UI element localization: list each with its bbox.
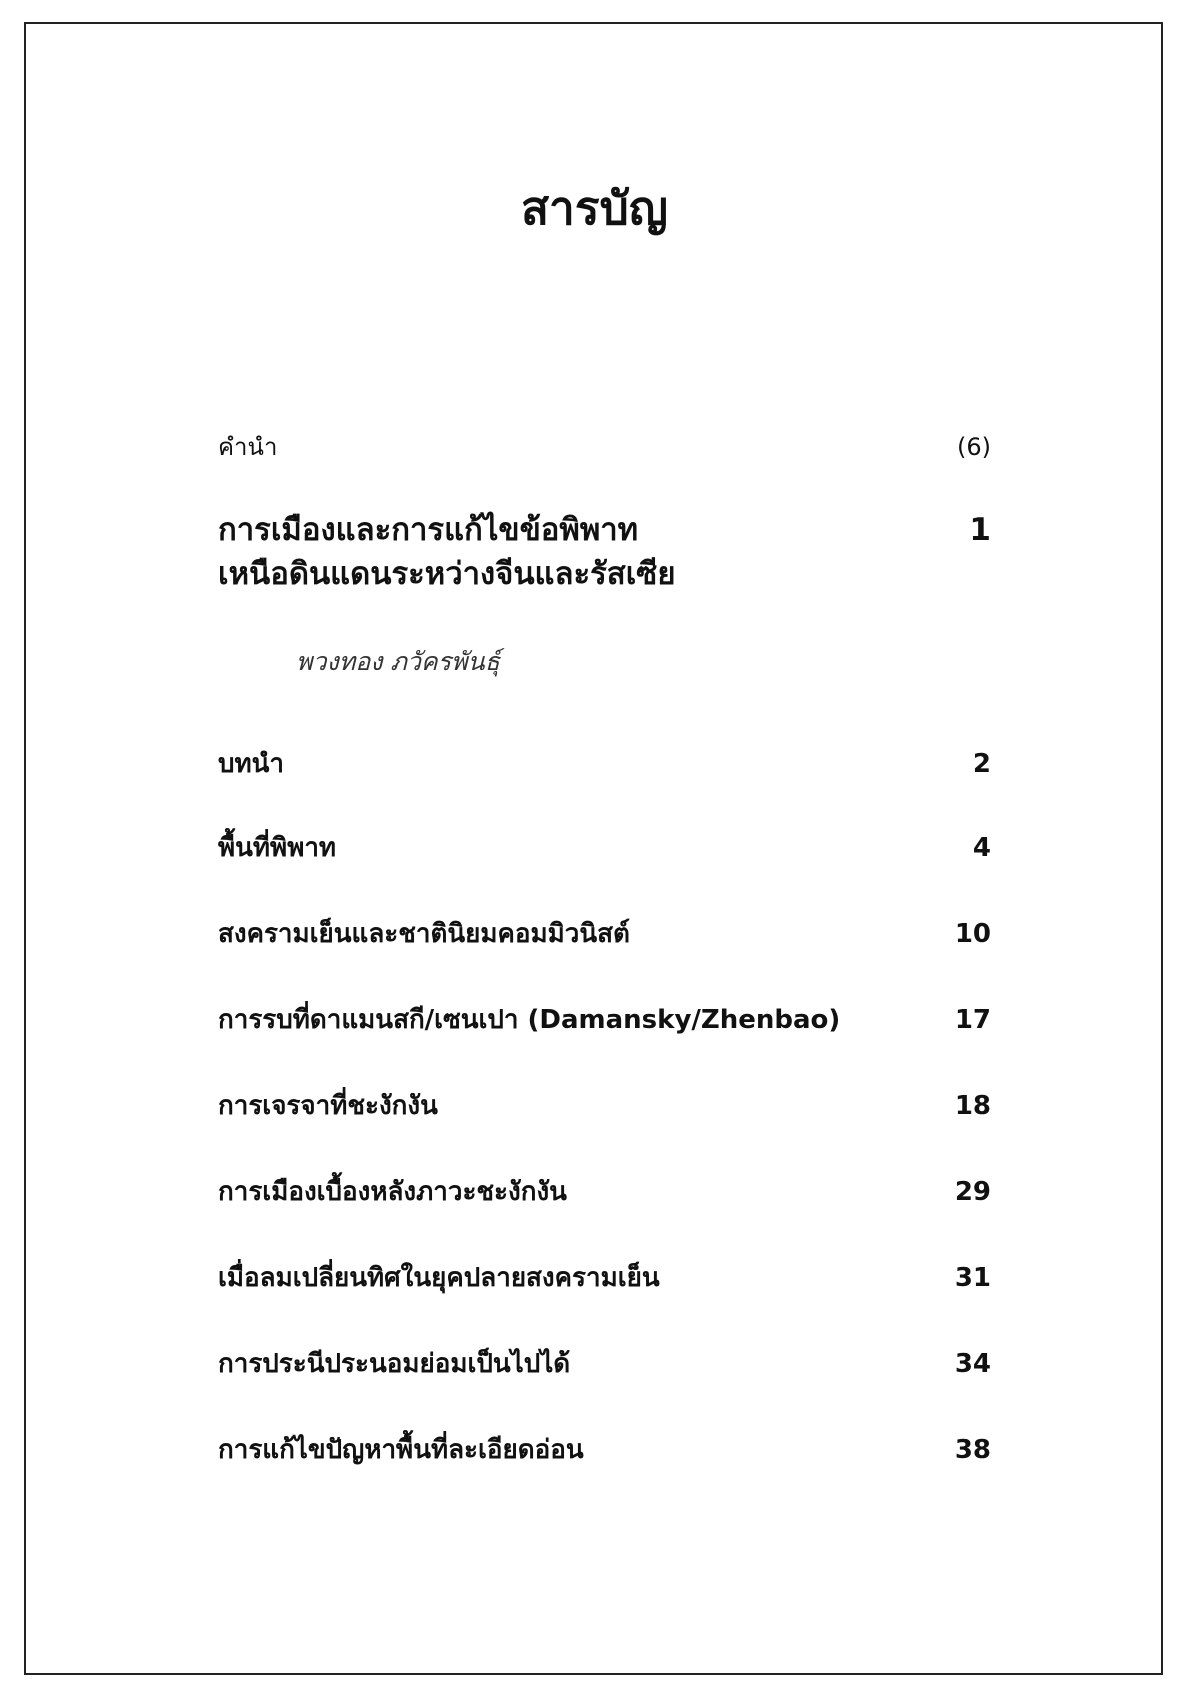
toc-entry[interactable] [218, 742, 991, 786]
main-article-title-line1: การเมืองและการแก้ไขข้อพิพาท [218, 512, 639, 548]
toc-entry-page: 1 [969, 512, 991, 548]
toc-entry-label: การแก้ไขปัญหาพื้นที่ละเอียดอ่อน [218, 1435, 584, 1465]
toc-entry-page: 31 [954, 1263, 991, 1293]
toc-entry[interactable] [218, 1084, 991, 1128]
toc-entry-label: การรบที่ดาแมนสกี/เซนเปา (Damansky/Zhenbao) [218, 1005, 841, 1035]
toc-entry-label: คำนำ [218, 433, 278, 461]
toc-entry-main-article[interactable] [218, 508, 991, 596]
toc-entry[interactable] [218, 1428, 991, 1472]
toc-entry-page: 2 [972, 749, 991, 779]
toc-entry-label: การเจรจาที่ชะงักงัน [218, 1091, 438, 1121]
toc-entry-label: พื้นที่พิพาท [218, 833, 337, 863]
toc-entry-page: 38 [954, 1435, 991, 1465]
main-article-title [218, 508, 778, 596]
toc-entry-page: 34 [954, 1349, 991, 1379]
toc-entry-page: 10 [954, 919, 991, 949]
toc-entry[interactable] [218, 998, 991, 1042]
toc-entry[interactable] [218, 1342, 991, 1386]
main-article-title-line2: เหนือดินแดนระหว่างจีนและรัสเซีย [218, 556, 676, 592]
toc-entry[interactable] [218, 912, 991, 956]
toc-entry-preface[interactable] [218, 430, 991, 464]
toc-entry-page: 29 [954, 1177, 991, 1207]
toc-entry-label: การเมืองเบื้องหลังภาวะชะงักงัน [218, 1177, 567, 1207]
toc-entry[interactable] [218, 826, 991, 870]
toc-entry-label: บทนำ [218, 749, 285, 779]
toc-entry-page: (6) [957, 433, 991, 461]
toc-entry[interactable] [218, 1170, 991, 1214]
toc-entry[interactable] [218, 1256, 991, 1300]
toc-entry-page: 17 [954, 1005, 991, 1035]
toc-entry-page: 18 [954, 1091, 991, 1121]
toc-entry-label: สงครามเย็นและชาตินิยมคอมมิวนิสต์ [218, 919, 630, 949]
author-name: พวงทอง ภวัครพันธุ์ [296, 647, 500, 676]
page-title: สารบัญ [520, 181, 668, 235]
toc-entry-label: การประนีประนอมย่อมเป็นไปได้ [218, 1349, 571, 1379]
toc-entry-page: 4 [972, 833, 991, 863]
toc-entry-label: เมื่อลมเปลี่ยนทิศในยุคปลายสงครามเย็น [218, 1263, 660, 1293]
